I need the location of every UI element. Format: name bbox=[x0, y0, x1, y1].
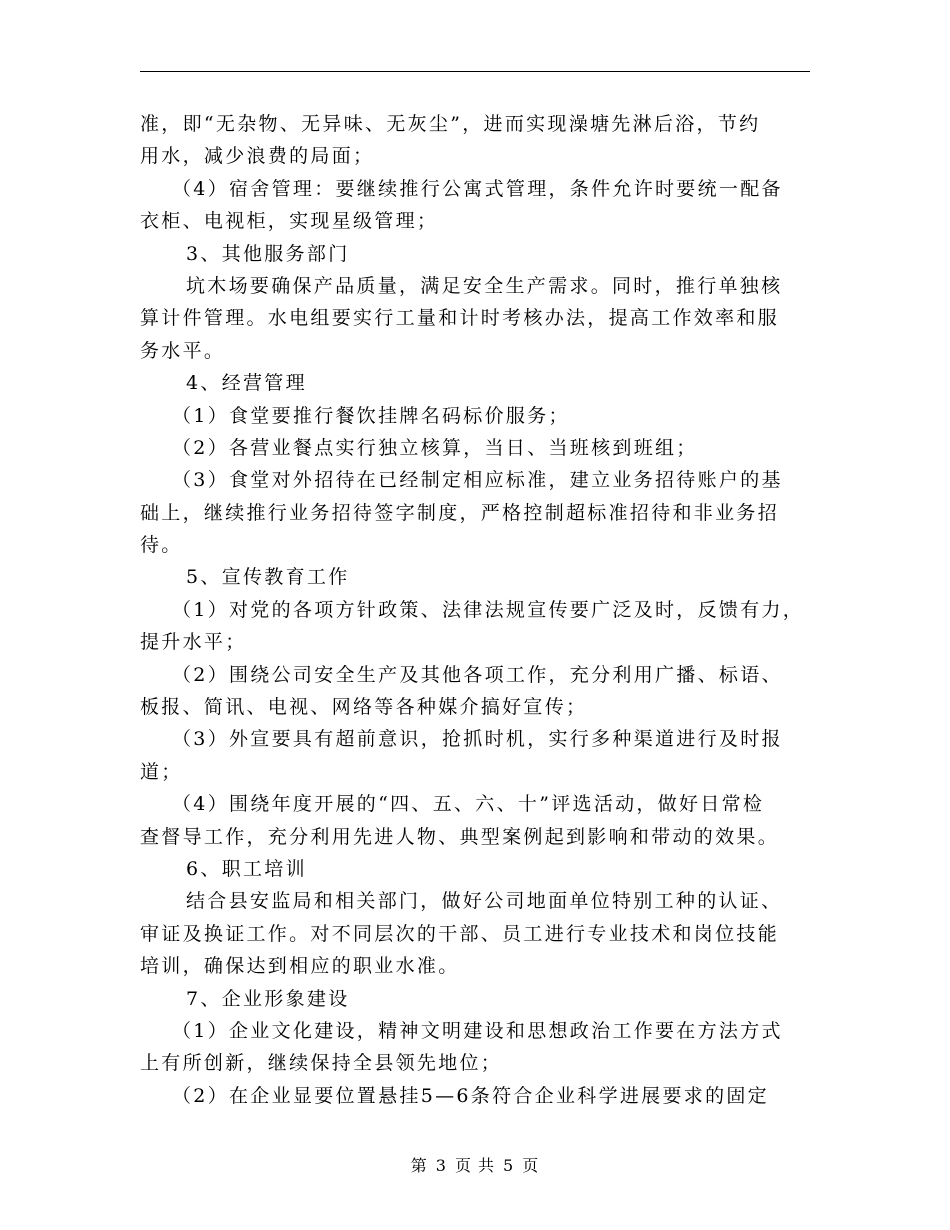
text-line: 结合县安监局和相关部门，做好公司地面单位特别工种的认证、 bbox=[186, 890, 783, 913]
text-line: 板报、简讯、电视、网络等各种媒介搞好宣传； bbox=[140, 696, 588, 719]
page-footer bbox=[0, 1153, 950, 1176]
text-line: （1）企业文化建设，精神文明建设和思想政治工作要在方法方式 bbox=[172, 1019, 783, 1042]
text-line: 7、企业形象建设 bbox=[186, 987, 350, 1010]
text-line: 算计件管理。水电组要实行工量和计时考核办法，提高工作效率和服 bbox=[140, 307, 780, 330]
text-line: 6、职工培训 bbox=[186, 857, 307, 880]
text-line: 培训，确保达到相应的职业水准。 bbox=[140, 955, 460, 978]
footer-total-pages: 5 bbox=[503, 1156, 515, 1175]
text-line: （2）围绕公司安全生产及其他各项工作，充分利用广播、标语、 bbox=[172, 663, 783, 686]
text-line: （2）在企业显要位置悬挂5—6条符合企业科学进展要求的固定 bbox=[172, 1084, 769, 1107]
text-line: （1）食堂要推行餐饮挂牌名码标价服务； bbox=[172, 404, 570, 427]
text-line: 础上，继续推行业务招待签字制度，严格控制超标准招待和非业务招 bbox=[140, 501, 780, 524]
text-line: 衣柜、电视柜，实现星级管理； bbox=[140, 210, 439, 233]
text-line: 待。 bbox=[140, 534, 183, 557]
footer-prefix: 第 bbox=[410, 1156, 428, 1175]
text-line: 查督导工作，充分利用先进人物、典型案例起到影响和带动的效果。 bbox=[140, 825, 780, 848]
text-line: （3）食堂对外招待在已经制定相应标准，建立业务招待账户的基 bbox=[172, 469, 783, 492]
document-body bbox=[140, 108, 820, 1112]
text-line: 提升水平； bbox=[140, 631, 247, 654]
text-line: （4）围绕年度开展的“四、五、六、十”评选活动，做好日常检 bbox=[172, 793, 765, 816]
text-line: 坑木场要确保产品质量，满足安全生产需求。同时，推行单独核 bbox=[186, 274, 783, 297]
text-line: 5、宣传教育工作 bbox=[186, 566, 350, 589]
text-line: 务水平。 bbox=[140, 339, 226, 362]
footer-suffix: 页 bbox=[522, 1156, 540, 1175]
text-line: 审证及换证工作。对不同层次的干部、员工进行专业技术和岗位技能 bbox=[140, 922, 780, 945]
text-line: 4、经营管理 bbox=[186, 372, 307, 395]
footer-current-page: 3 bbox=[435, 1156, 447, 1175]
text-line: 用水，减少浪费的局面； bbox=[140, 145, 375, 168]
text-line: （4）宿舍管理：要继续推行公寓式管理，条件允许时要统一配备 bbox=[172, 177, 783, 200]
text-line: 准，即“无杂物、无异味、无灰尘”，进而实现澡塘先淋后浴，节约 bbox=[140, 113, 761, 135]
text-line: （1）对党的各项方针政策、法律法规宣传要广泛及时，反馈有力， bbox=[172, 598, 805, 621]
text-line: （2）各营业餐点实行独立核算，当日、当班核到班组； bbox=[172, 436, 698, 459]
text-line: 上有所创新，继续保持全县领先地位； bbox=[140, 1052, 503, 1075]
header-rule bbox=[140, 71, 810, 72]
text-line: 3、其他服务部门 bbox=[186, 242, 350, 265]
footer-middle: 页 共 bbox=[454, 1156, 496, 1175]
text-line: 道； bbox=[140, 760, 183, 783]
text-line: （3）外宣要具有超前意识，抢抓时机，实行多种渠道进行及时报 bbox=[172, 728, 783, 751]
